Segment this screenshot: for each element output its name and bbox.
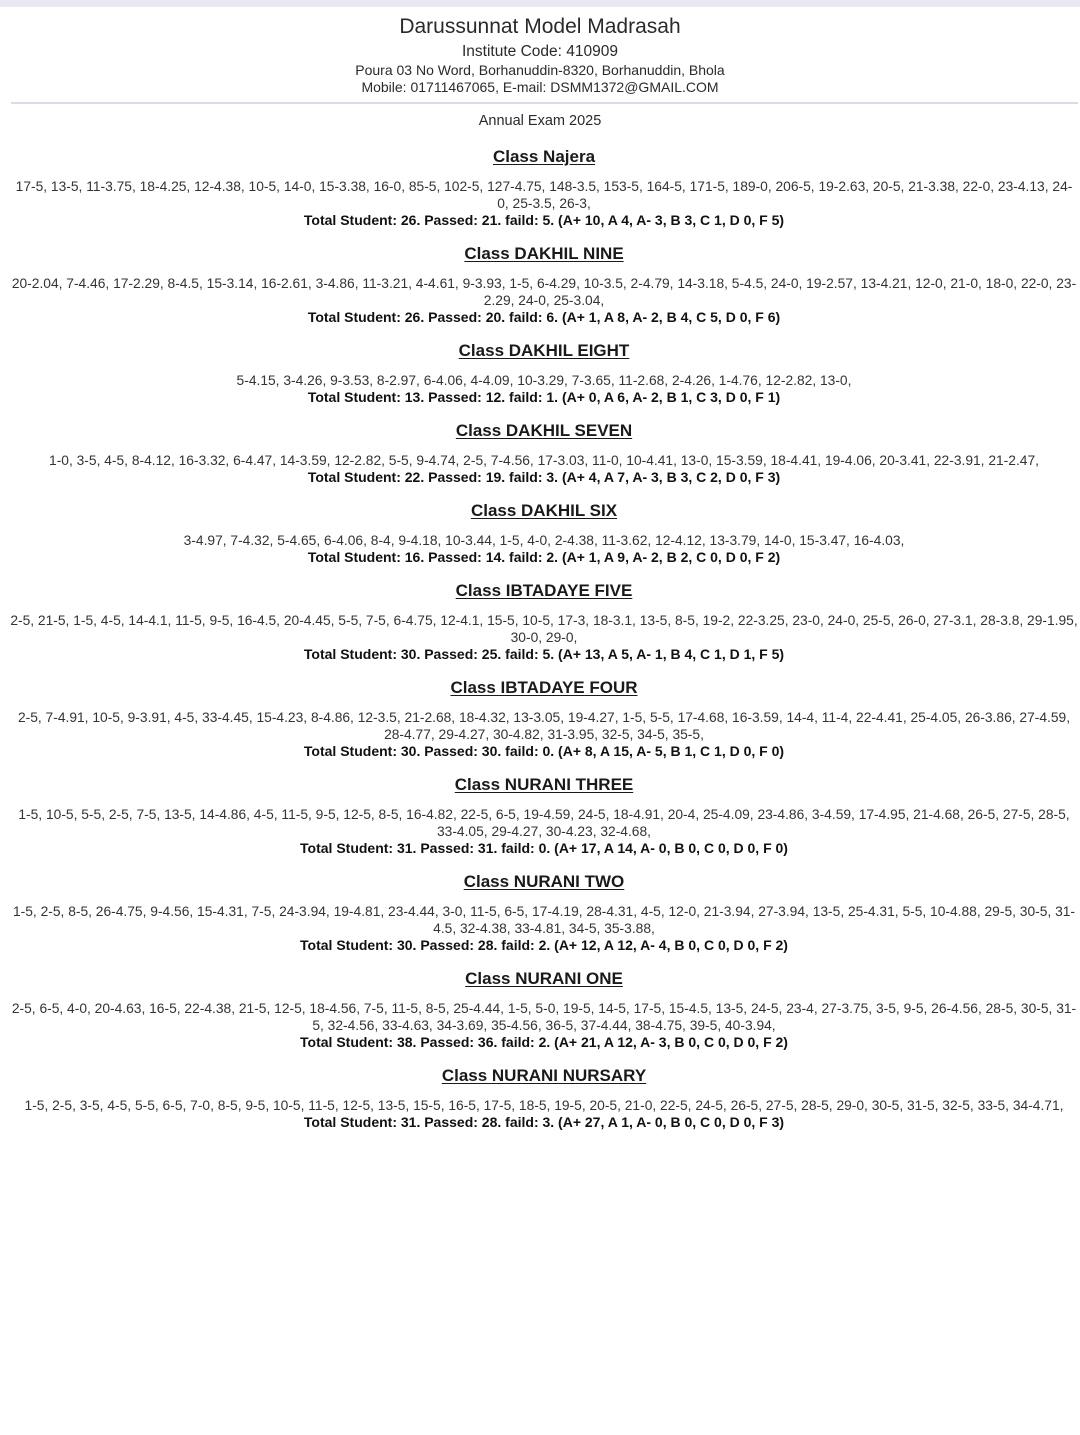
class-roll-results: 1-5, 2-5, 3-5, 4-5, 5-5, 6-5, 7-0, 8-5, 9-5, 10-5, 11-5, 12-5, 13-5, 15-5, 16-5, 17-5, 18-5, 19-5, 20-5, 21-0, 22-5, 24-5, 26-5, 27-5, 28-5, 29-0, 30-5, 31-5, 32-5, 33-5, 34-4.71, (24, 1098, 1064, 1113)
class-title: Class NURANI ONE (465, 969, 623, 988)
class-summary: Total Student: 13. Passed: 12. faild: 1. (A+ 0, A 6, A- 2, B 1, C 3, D 0, F 1) (307, 389, 781, 405)
class-results-list (8, 146, 1080, 1145)
class-summary: Total Student: 31. Passed: 31. faild: 0. (A+ 17, A 14, A- 0, B 0, C 0, D 0, F 0) (300, 840, 788, 856)
class-summary: Total Student: 22. Passed: 19. faild: 3. (A+ 4, A 7, A- 3, B 3, C 2, D 0, F 3) (307, 469, 781, 485)
class-title: Class Najera (492, 147, 596, 166)
class-block-nurani-three (8, 774, 1080, 857)
class-block-nurani-nursary (8, 1065, 1080, 1131)
class-block-ibtadaye-five (8, 580, 1080, 663)
class-roll-results: 1-5, 10-5, 5-5, 2-5, 7-5, 13-5, 14-4.86, 4-5, 11-5, 9-5, 12-5, 8-5, 16-4.82, 22-5, 6-5, 19-4.59, 24-5, 18-4.91, 20-4, 25-4.09, 23-4.86, 3-4.59, 17-4.95, 21-4.68, 26-5, 27-5, 28-5, 33-4.05, 29-4.27, 30-4.23, 32-4.68, (18, 807, 1070, 839)
class-title: Class NURANI NURSARY (441, 1066, 647, 1085)
class-roll-results: 2-5, 7-4.91, 10-5, 9-3.91, 4-5, 33-4.45, 15-4.23, 8-4.86, 12-3.5, 21-2.68, 18-4.32, 13-3.05, 19-4.27, 1-5, 5-5, 17-4.68, 16-3.59, 14-4, 11-4, 22-4.41, 25-4.05, 26-3.86, 27-4.59, 28-4.77, 29-4.27, 30-4.82, 31-3.95, 32-5, 34-5, 35-5, (17, 710, 1071, 742)
class-roll-results: 20-2.04, 7-4.46, 17-2.29, 8-4.5, 15-3.14, 16-2.61, 3-4.86, 11-3.21, 4-4.61, 9-3.93, 1-5, 6-4.29, 10-3.5, 2-4.79, 14-3.18, 5-4.5, 24-0, 19-2.57, 13-4.21, 12-0, 21-0, 18-0, 22-0, 23-2.29, 24-0, 25-3.04, (11, 276, 1077, 308)
class-title: Class DAKHIL SIX (470, 501, 618, 520)
institute-code: Institute Code: 410909 (462, 43, 618, 60)
class-roll-results: 5-4.15, 3-4.26, 9-3.53, 8-2.97, 6-4.06, 4-4.09, 10-3.29, 7-3.65, 11-2.68, 2-4.26, 1-4.76, 12-2.82, 13-0, (236, 373, 852, 388)
class-roll-results: 1-0, 3-5, 4-5, 8-4.12, 16-3.32, 6-4.47, 14-3.59, 12-2.82, 5-5, 9-4.74, 2-5, 7-4.56, 17-3.03, 11-0, 10-4.41, 13-0, 15-3.59, 18-4.41, 19-4.06, 20-3.41, 22-3.91, 21-2.47, (49, 453, 1039, 468)
class-roll-results: 3-4.97, 7-4.32, 5-4.65, 6-4.06, 8-4, 9-4.18, 10-3.44, 1-5, 4-0, 2-4.38, 11-3.62, 12-4.12, 13-3.79, 14-0, 15-3.47, 16-4.03, (183, 533, 905, 548)
class-title: Class NURANI TWO (463, 872, 625, 891)
class-title: Class IBTADAYE FOUR (450, 678, 638, 697)
class-roll-results: 2-5, 21-5, 1-5, 4-5, 14-4.1, 11-5, 9-5, 16-4.5, 20-4.45, 5-5, 7-5, 6-4.75, 12-4.1, 15-5, 10-5, 17-3, 18-3.1, 13-5, 8-5, 19-2, 22-3.25, 23-0, 24-0, 25-5, 26-0, 27-3.1, 28-3.8, 29-1.95, 30-0, 29-0, (10, 613, 1078, 645)
class-summary: Total Student: 26. Passed: 20. faild: 6. (A+ 1, A 8, A- 2, B 4, C 5, D 0, F 6) (307, 309, 781, 325)
class-summary: Total Student: 30. Passed: 25. faild: 5. (A+ 13, A 5, A- 1, B 4, C 1, D 1, F 5) (303, 646, 785, 662)
class-summary: Total Student: 30. Passed: 28. faild: 2. (A+ 12, A 12, A- 4, B 0, C 0, D 0, F 2) (300, 937, 788, 953)
class-title: Class DAKHIL EIGHT (458, 341, 630, 360)
top-accent-bar (0, 0, 1080, 7)
class-block-dakhil-six (8, 500, 1080, 566)
class-summary: Total Student: 38. Passed: 36. faild: 2. (A+ 21, A 12, A- 3, B 0, C 0, D 0, F 2) (300, 1034, 788, 1050)
class-title: Class IBTADAYE FIVE (455, 581, 633, 600)
class-summary: Total Student: 16. Passed: 14. faild: 2. (A+ 1, A 9, A- 2, B 2, C 0, D 0, F 2) (307, 549, 781, 565)
class-block-najera (8, 146, 1080, 229)
class-block-ibtadaye-four (8, 677, 1080, 760)
institute-header (0, 14, 1080, 96)
class-summary: Total Student: 30. Passed: 30. faild: 0. (A+ 8, A 15, A- 5, B 1, C 1, D 0, F 0) (303, 743, 785, 759)
class-title: Class DAKHIL SEVEN (455, 421, 633, 440)
class-roll-results: 1-5, 2-5, 8-5, 26-4.75, 9-4.56, 15-4.31, 7-5, 24-3.94, 19-4.81, 23-4.44, 3-0, 11-5, 6-5, 17-4.19, 28-4.31, 4-5, 12-0, 21-3.94, 27-3.94, 13-5, 25-4.31, 5-5, 10-4.88, 29-5, 30-5, 31-4.5, 32-4.38, 33-4.81, 34-5, 35-3.88, (12, 904, 1076, 936)
class-summary: Total Student: 31. Passed: 28. faild: 3. (A+ 27, A 1, A- 0, B 0, C 0, D 0, F 3) (303, 1114, 785, 1130)
institute-contact: Mobile: 01711467065, E-mail: DSMM1372@GMAIL.COM (361, 79, 719, 95)
institute-address: Poura 03 No Word, Borhanuddin-8320, Borhanuddin, Bhola (355, 62, 725, 78)
exam-title: Annual Exam 2025 (478, 113, 602, 129)
class-block-dakhil-eight (8, 340, 1080, 406)
institute-name: Darussunnat Model Madrasah (399, 15, 681, 38)
class-summary: Total Student: 26. Passed: 21. faild: 5. (A+ 10, A 4, A- 3, B 3, C 1, D 0, F 5) (303, 212, 785, 228)
class-roll-results: 17-5, 13-5, 11-3.75, 18-4.25, 12-4.38, 10-5, 14-0, 15-3.38, 16-0, 85-5, 102-5, 127-4.75, 148-3.5, 153-5, 164-5, 171-5, 189-0, 206-5, 19-2.63, 20-5, 21-3.38, 22-0, 23-4.13, 24-0, 25-3.5, 26-3, (15, 179, 1073, 211)
class-block-nurani-two (8, 871, 1080, 954)
class-title: Class DAKHIL NINE (464, 244, 624, 263)
class-block-dakhil-nine (8, 243, 1080, 326)
header-divider (11, 102, 1078, 104)
class-block-nurani-one (8, 968, 1080, 1051)
class-block-dakhil-seven (8, 420, 1080, 486)
class-roll-results: 2-5, 6-5, 4-0, 20-4.63, 16-5, 22-4.38, 21-5, 12-5, 18-4.56, 7-5, 11-5, 8-5, 25-4.44, 1-5, 5-0, 19-5, 14-5, 17-5, 15-4.5, 13-5, 24-5, 23-4, 27-3.75, 3-5, 9-5, 26-4.56, 28-5, 30-5, 31-5, 32-4.56, 33-4.63, 34-3.69, 35-4.56, 36-5, 37-4.44, 38-4.75, 39-5, 40-3.94, (11, 1001, 1077, 1033)
class-title: Class NURANI THREE (454, 775, 634, 794)
